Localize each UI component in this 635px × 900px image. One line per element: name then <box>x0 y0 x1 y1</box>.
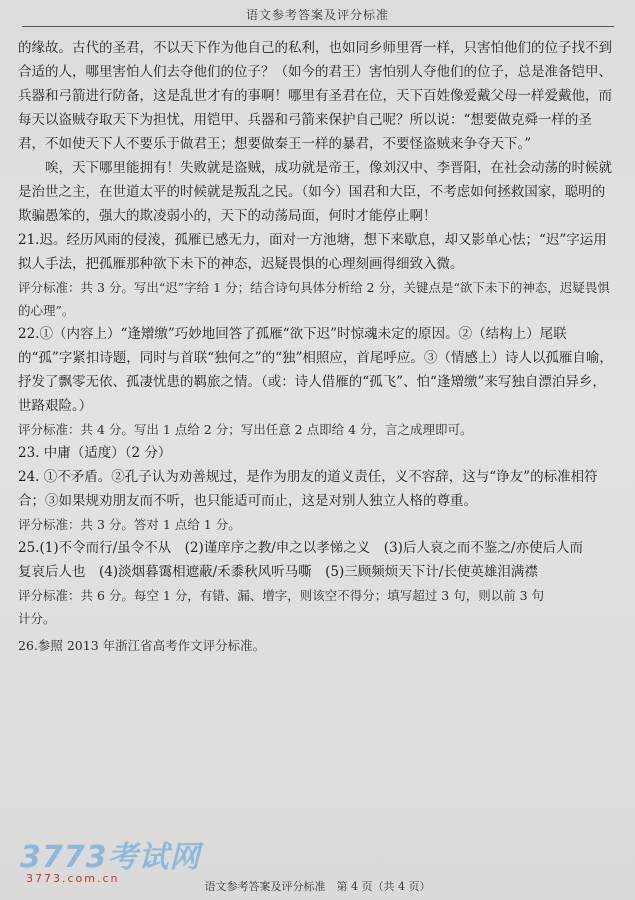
question-22-answer: 22.①（内容上）“逢矰缴”巧妙地回答了孤雁“欲下迟”时惊魂未定的原因。②（结构上）尾联的“孤”字紧扣诗题，同时与首联“独何之”的“独”相照应，首尾呼应。③（情感上）诗人以孤雁自喻，抒发了飘零无依、孤凄忧患的羁旅之情。（或：诗人借雁的“孤飞”、怕“逢矰缴”来写独自漂泊异乡，世路艰险。） <box>18 326 613 414</box>
question-22-scoring: 评分标准：共 4 分。写出 1 点给 2 分；写出任意 2 点即给 4 分，言之成理即可。 <box>18 422 473 437</box>
header-divider <box>22 26 614 27</box>
question-21-scoring: 评分标准：共 3 分。写出“迟”字给 1 分；结合诗句具体分析给 2 分，关键点是“欲下未下的神态，迟疑畏惧的心理”。 <box>18 280 610 318</box>
question-25-scoring-line-2: 计分。 <box>18 611 56 626</box>
watermark-url: 3773.com.cn <box>26 872 120 885</box>
question-24-answer: 24. ①不矛盾。②孔子认为劝善规过，是作为朋友的道义责任，义不容辞，这与“诤友”的标准相符合；③如果规劝朋友而不听，也只能适可而止，这是对别人独立人格的尊重。 <box>18 469 598 509</box>
question-24-scoring: 评分标准：共 3 分。答对 1 点给 1 分。 <box>18 517 241 532</box>
question-21-answer: 21.迟。经历风雨的侵淩，孤雁已感无力，面对一方池塘，想下来歇息，却又影单心怯；“迟”字运用拟人手法，把孤雁那种欲下未下的神态，迟疑畏惧的心理刻画得细致入微。 <box>18 232 607 272</box>
translation-paragraph-2: 唉，天下哪里能拥有！失败就是盗贼，成功就是帝王，像刘汉中、李晋阳，在社会动荡的时候就是治世之主，在世道太平的时候就是叛乱之民。（如今）国君和大臣，不考虑如何拯救国家，聪明的欺骗愚笨的，强大的欺凌弱小的，天下的动荡局面，何时才能停止啊！ <box>18 160 612 224</box>
page-footer: 语文参考答案及评分标准 第 4 页（共 4 页） <box>204 880 431 893</box>
question-25-scoring-line-1: 评分标准：共 6 分。每空 1 分，有错、漏、增字，则该空不得分；填写超过 3 句，则以前 3 句 <box>18 588 545 603</box>
question-25-answer-line-2: 复哀后人也 (4)淡烟暮霭相遮蔽/禾黍秋风听马嘶 (5)三顾频烦天下计/长使英雄泪满襟 <box>18 564 538 580</box>
watermark-logo-text: 3773考试网 <box>20 840 201 875</box>
question-23-answer: 23. 中庸（适度）（2 分） <box>18 445 172 461</box>
question-25-answer-line-1: 25.(1)不令而行/虽令不从 (2)谨庠序之教/申之以孝悌之义 (3)后人哀之而不鉴之/亦使后人而 <box>18 540 583 556</box>
page-header-title: 语文参考答案及评分标准 <box>245 8 389 22</box>
translation-paragraph-1: 的缘故。古代的圣君，不以天下作为他自己的私利，也如同乡师里胥一样，只害怕他们的位子找不到合适的人，哪里害怕人们去夺他们的位子？（如今的君王）害怕别人夺他们的位子，总是准备铠甲、兵器和弓箭进行防备，这是乱世才有的事啊！哪里有圣君在位，天下百姓像爱戴父母一样爱戴他，而每天以盗贼夺取天下为担忧，用铠甲、兵器和弓箭来保护自己呢？所以说：“想要做克舜一样的圣君，不如使天下人不要乐于做君王；想要做秦王一样的暴君，不要怪盗贼来争夺天下。” <box>18 40 612 152</box>
answer-content <box>18 36 616 657</box>
question-26-answer: 26.参照 2013 年浙江省高考作文评分标准。 <box>18 638 266 653</box>
